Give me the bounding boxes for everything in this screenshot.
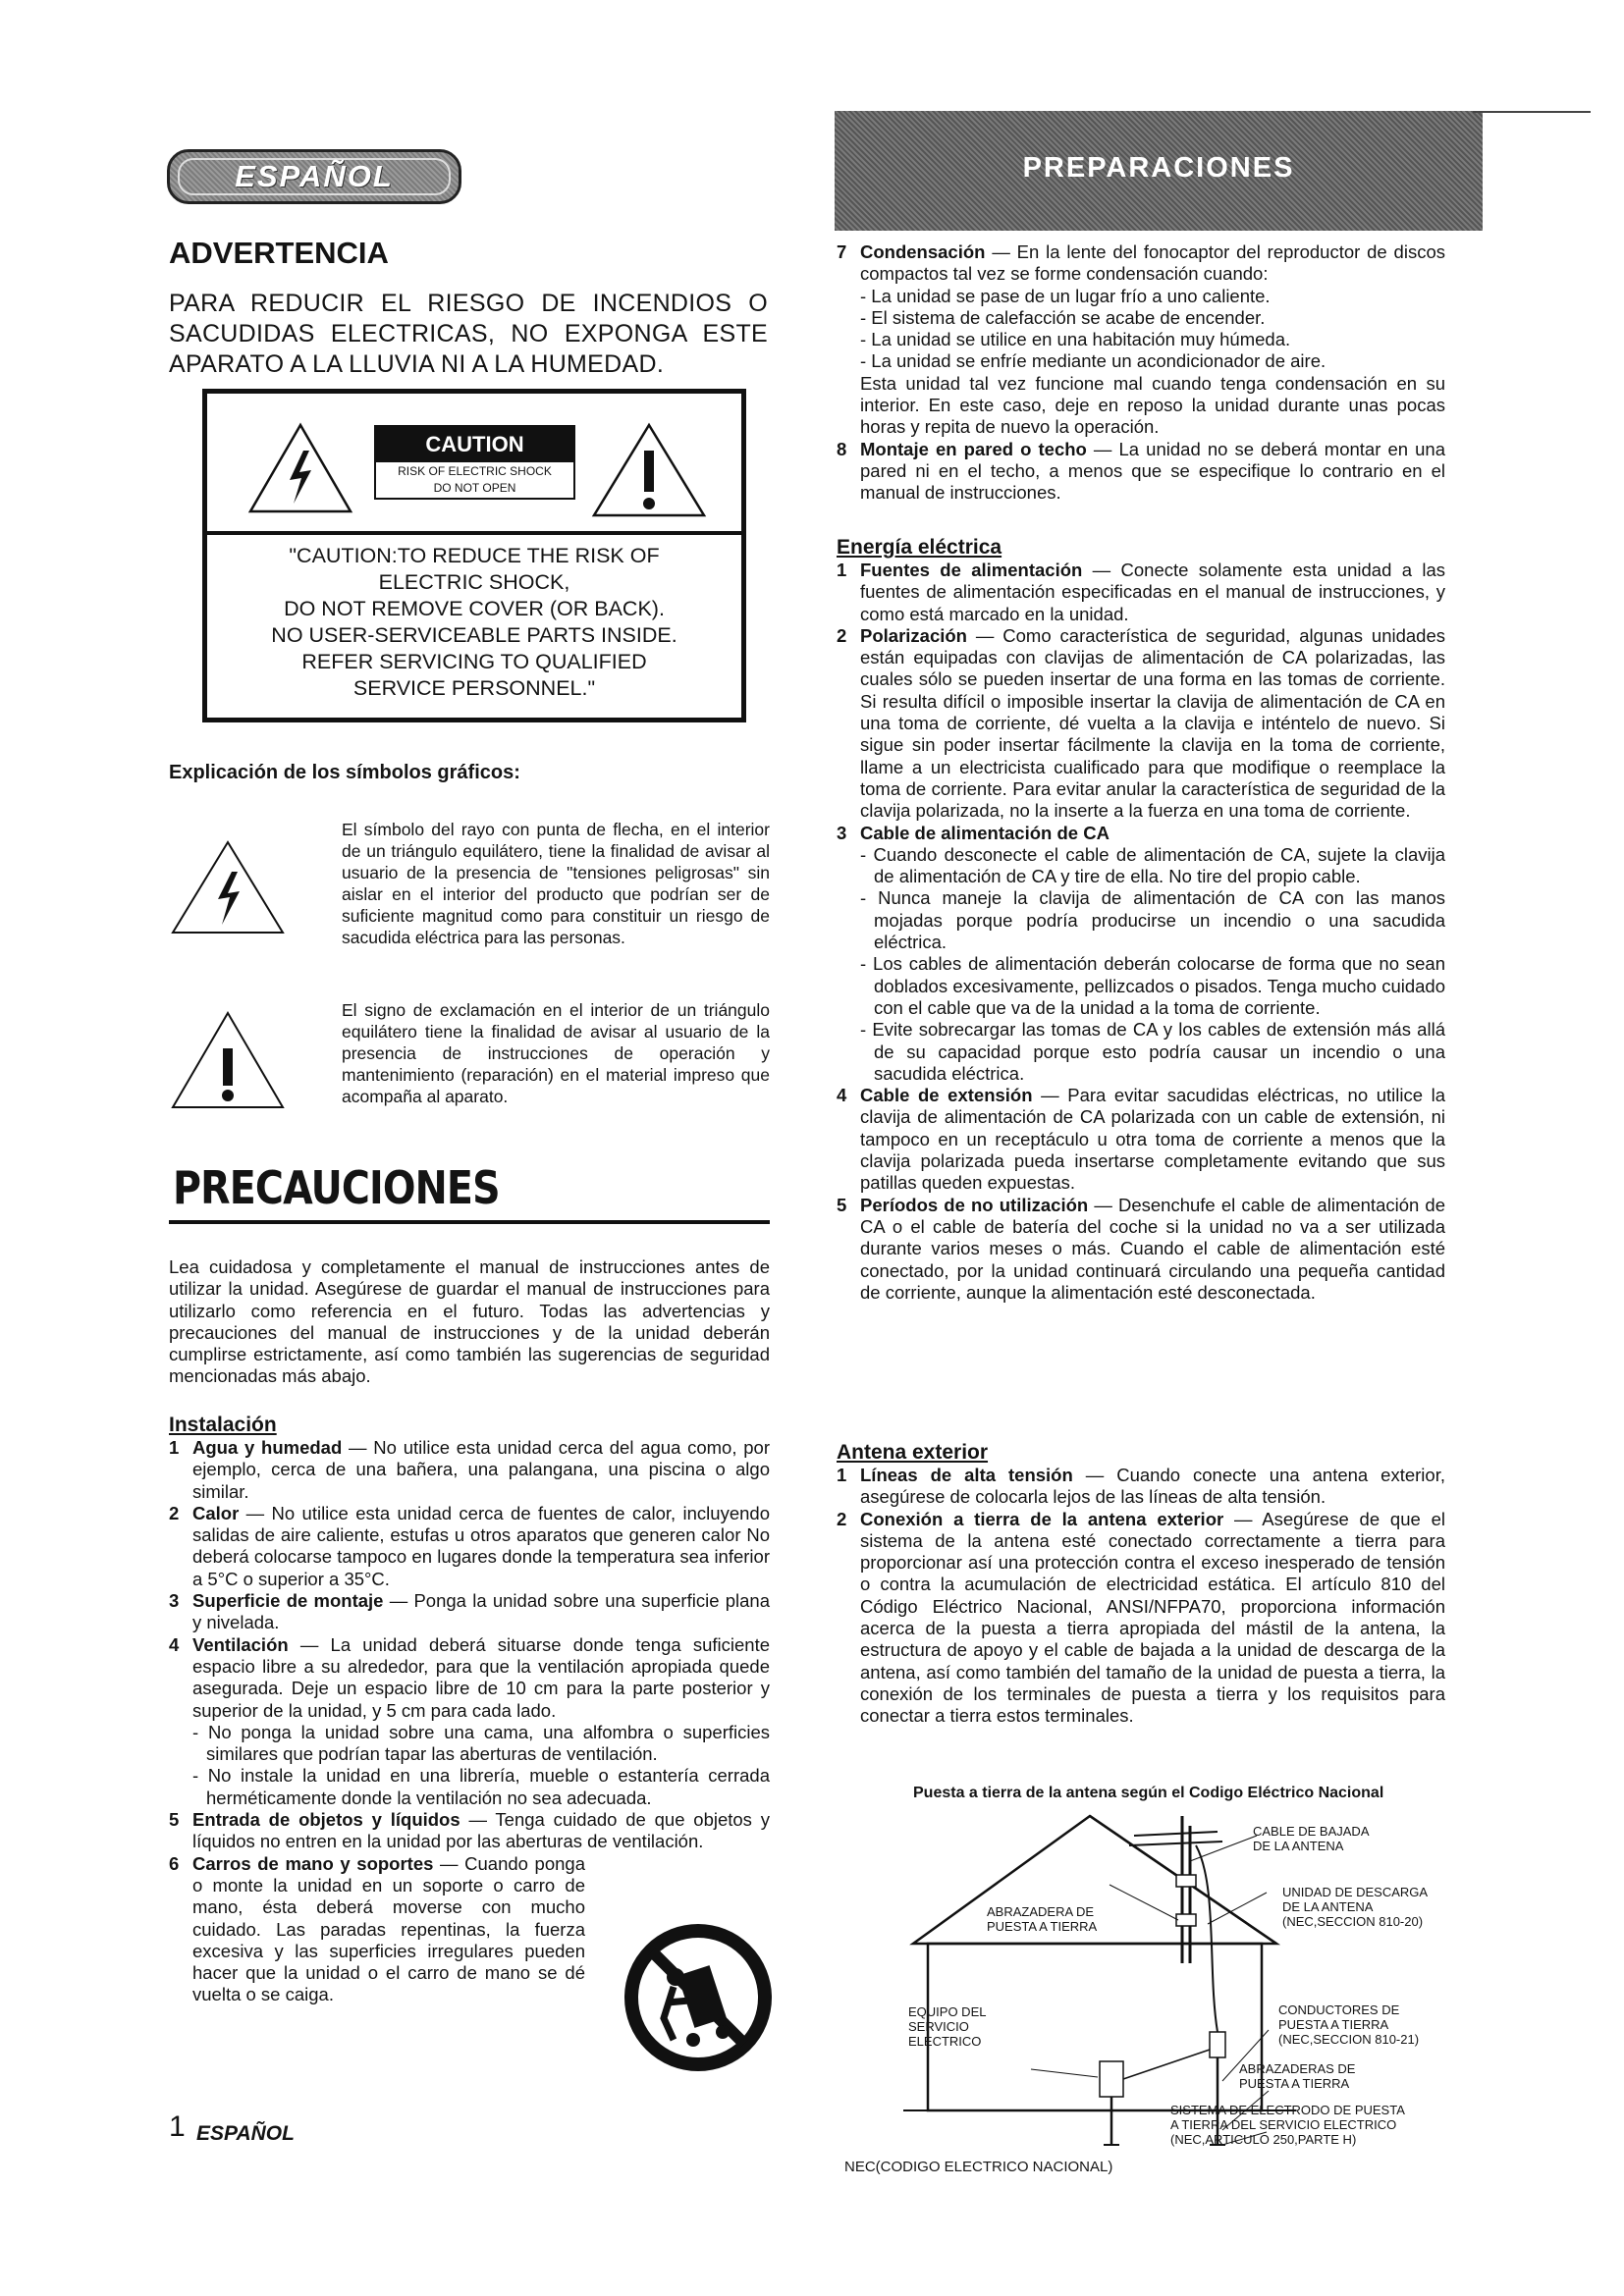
ventilation-sub: - No instale la unidad en una librería, mueble o estantería cerrada herméticamente donde la ventilación no sea adecuada. [192,1765,770,1808]
installation-section [169,1414,770,2006]
caution-box [202,389,746,722]
warning-text: PARA REDUCIR EL RIESGO DE INCENDIOS O SACUDIDAS ELECTRICAS, NO EXPONGA ESTE APARATO A LA LLUVIA NI A LA HUMEDAD. [169,290,768,378]
antenna-item: 1 Líneas de alta tensión — Cuando conecte una antena exterior, asegúrese de colocarla lejos de las líneas de alta tensión. [837,1465,1445,1508]
antenna-item: 2 Conexión a tierra de la antena exterior — Asegúrese de que el sistema de la antena esté conectado correctamente a tierra para proporcionar así una protección contra el exceso inesperado de tensión o contra la acumulación de electricidad estática. El artículo 810 del Código Eléctrico Nacional, ANSI/NFPA70, proporciona información acerca de la puesta a tierra apropiada del mástil de la antena, la estructura de apoyo y el cable de bajada a la unidad de descarga de la antena, así como también del tamaño de la unidad de puesta a tierra, la conexión de los terminales de puesta a tierra y los requisitos para conectar a tierra estos terminales. [837,1508,1445,1727]
condensation-item: 7 Condensación — En la lente del fonocaptor del reproductor de discos compactos tal vez se forme condensación cuando: - La unidad se pase de un lugar frío a uno caliente. - El sistema de calefacción se acabe de encender. - La unidad se utilice en una habitación muy húmeda. - La unidad se enfríe mediante un acondicionador de aire. Esta unidad tal vez funcione mal cuando tenga condensación en su interior. En este caso, deje en reposo la unidad durante unas pocas horas y repita de nuevo la operación. [837,241,1445,438]
lightning-symbol-icon [169,838,287,936]
caution-line: REFER SERVICING TO QUALIFIED [301,650,647,673]
language-banner-text: ESPAÑOL [235,159,394,193]
power-item: 2 Polarización — Como característica de seguridad, algunas unidades están equipadas con clavijas de alimentación de CA polarizadas, las cuales sólo se pueden insertar de una forma en las tomas de corriente. Si resulta difícil o imposible insertar la clavija de alimentación de CA en una toma de corriente, dé vuelta a la clavija e inténtelo de nuevo. Si sigue sin poder insertar fácilmente la clavija en la toma de corriente, llame a un electricista cualificado para que modifique o reemplace la toma de corriente. Para evitar anular la característica de seguridad de la clavija polarizada, no la inserte a la fuerza en una toma de corriente. [837,624,1445,822]
installation-item: 2 Calor — No utilice esta unidad cerca de fuentes de calor, incluyendo salidas de aire caliente, estufas u otros aparatos que generen calor No deberá colocarse tampoco en lugares donde la temperatura sea inferior a 5°C o superior a 35°C. [169,1502,770,1589]
page-number: 1 [169,2110,186,2143]
power-section [837,536,1445,1304]
caution-label-sub2: DO NOT OPEN [433,481,516,495]
lightning-triangle-icon [246,421,354,515]
caution-line: ELECTRIC SHOCK, [378,570,570,594]
header-rule [1473,111,1591,113]
cable-sub: - Evite sobrecargar las tomas de CA y los cables de extensión más allá de su capacidad porque esto podría causar un incendio o una sacudida eléctrica. [860,1019,1445,1084]
caution-line: DO NOT REMOVE COVER (OR BACK). [284,597,665,620]
diagram-label-nec: NEC(CODIGO ELECTRICO NACIONAL) [844,2159,1113,2175]
caution-label [374,425,575,500]
diagram-label-conductors: CONDUCTORES DE PUESTA A TIERRA (NEC,SECCION 810-21) [1278,2002,1420,2047]
precautions-title: PRECAUCIONES [173,1161,500,1214]
caution-line: NO USER-SERVICEABLE PARTS INSIDE. [271,623,677,647]
diagram-label-lead-in: CABLE DE BAJADA DE LA ANTENA [1253,1824,1370,1853]
power-item: 1 Fuentes de alimentación — Conecte solamente esta unidad a las fuentes de alimentación especificadas en el manual de instrucciones, y como está marcado en la unidad. [837,560,1445,624]
footer-label: ESPAÑOL [196,2122,295,2145]
diagram-label-electrode: SISTEMA DE ELECTRODO DE PUESTA A TIERRA DEL SERVICIO ELECTRICO (NEC,ARTICULO 250,PARTE H) [1170,2103,1405,2147]
precautions-intro: Lea cuidadosa y completamente el manual de instrucciones antes de utilizar la unidad. Asegúrese de guardar el manual de instrucciones para utilizarlo como referencia en el futuro. Todas las advertencias y precauciones del manual de instrucciones y de la unidad deberán cumplirse estrictamente, así como también las sugerencias de seguridad mencionadas más abajo. [169,1256,770,1387]
right-column-top [837,241,1445,505]
no-cart-tip-icon [624,1924,772,2071]
condensation-sub: - La unidad se pase de un lugar frío a uno caliente. [860,285,1271,306]
exclamation-symbol-text: El signo de exclamación en el interior de un triángulo equilátero tiene la finalidad de avisar al usuario de la presencia de instrucciones de operación y mantenimiento (reparación) en el material impreso que acompaña al aparato. [342,1000,770,1106]
installation-item: 1 Agua y humedad — No utilice esta unidad cerca del agua como, por ejemplo, cerca de una bañera, una palangana, una piscina o algo similar. [169,1437,770,1502]
symbols-title: Explicación de los símbolos gráficos: [169,762,520,783]
power-item: 3 Cable de alimentación de CA - Cuando desconecte el cable de alimentación de CA, sujete la clavija de alimentación de CA y tire de ella. No tire del propio cable. - Nunca maneje la clavija de alimentación de CA con las manos mojadas porque podría producirse un incendio o una sacudida eléctrica. - Los cables de alimentación deberán colocarse de forma que no sean doblados excesivamente, pellizcados o pisados. Tenga mucho cuidado con el cable que va de la unidad a la toma de corriente. - Evite sobrecargar las tomas de CA y los cables de extensión más allá de su capacidad porque esto podría causar un incendio o una sacudida eléctrica. [837,822,1445,1084]
lightning-symbol-text: El símbolo del rayo con punta de flecha, en el interior de un triángulo equilátero, tiene la finalidad de avisar al usuario de la presencia de "tensiones peligrosas" sin aislar en el interior del producto que podrían ser de suficiente magnitud como para constituir un riesgo de sacudida eléctrica para las personas. [342,820,770,947]
condensation-sub: - La unidad se utilice en una habitación muy húmeda. [860,329,1291,350]
installation-item: 3 Superficie de montaje — Ponga la unidad sobre una superficie plana y nivelada. [169,1590,770,1633]
caution-label-heading: CAUTION [376,427,573,462]
language-banner [167,149,461,204]
section-banner [835,111,1483,231]
caution-label-sub1: RISK OF ELECTRIC SHOCK [398,464,552,478]
installation-title: Instalación [169,1414,277,1436]
caution-line: SERVICE PERSONNEL." [352,676,596,700]
cable-sub: - Cuando desconecte el cable de alimentación de CA, sujete la clavija de alimentación de CA y tire de ella. No tire del propio cable. [860,843,1445,887]
diagram-label-discharge: UNIDAD DE DESCARGA DE LA ANTENA (NEC,SECCION 810-20) [1282,1885,1429,1929]
power-title: Energía eléctrica [837,536,1002,559]
section-banner-text: PREPARACIONES [1022,152,1295,184]
diagram-label-equipment: EQUIPO DEL SERVICIO ELECTRICO [908,2004,987,2049]
mounting-item: 8 Montaje en pared o techo — La unidad no se deberá montar en una pared ni en el techo, a menos que se especifique lo contrario en el manual de instrucciones. [837,438,1445,504]
cable-sub: - Nunca maneje la clavija de alimentación de CA con las manos mojadas porque podría producirse un incendio o una sacudida eléctrica. [860,887,1445,953]
power-item: 5 Períodos de no utilización — Desenchufe el cable de alimentación de CA o el cable de batería del coche si la unidad no va a ser utilizada durante varios meses o más. Cuando el cable de alimentación esté conectado, por la unidad continuará circulando una pequeña cantidad de corriente, aunque la alimentación esté desconectada. [837,1194,1446,1303]
condensation-sub: - La unidad se enfríe mediante un acondicionador de aire. [860,350,1326,372]
exclamation-symbol-icon [169,1009,287,1111]
precautions-rule [169,1220,770,1224]
condensation-sub: - El sistema de calefacción se acabe de encender. [860,306,1266,328]
diagram-label-clamps: ABRAZADERAS DE PUESTA A TIERRA [1239,2061,1356,2091]
installation-item: 4 Ventilación — La unidad deberá situarse donde tenga suficiente espacio libre a su alrededor, para que la ventilación apropiada quede asegurada. Deje un espacio libre de 10 cm para la parte posterior y superior de la unidad, y 5 cm para cada lado. - No ponga la unidad sobre una cama, una alfombra o superficies similares que podrían tapar las aberturas de ventilación. - No instale la unidad en una librería, mueble o estantería cerrada herméticamente donde la ventilación no sea adecuada. [169,1633,770,1808]
exclamation-triangle-icon [590,421,708,519]
installation-item: 6 Carros de mano y soportes — Cuando ponga o monte la unidad en un soporte o carro de mano, ésta deberá moverse con mucho cuidado. Las paradas repentinas, la fuerza excesiva y las superficies irregulares pueden hacer que la unidad o el carro de mano se dé vuelta o se caiga. [169,1852,585,2005]
diagram-label-clamp: ABRAZADERA DE PUESTA A TIERRA [987,1904,1098,1934]
caution-line: "CAUTION:TO REDUCE THE RISK OF [289,544,660,567]
ventilation-sub: - No ponga la unidad sobre una cama, una alfombra o superficies similares que podrían tapar las aberturas de ventilación. [192,1721,770,1765]
cable-sub: - Los cables de alimentación deberán colocarse de forma que no sean doblados excesivamente, pellizcados o pisados. Tenga mucho cuidado con el cable que va de la unidad a la toma de corriente. [860,953,1445,1018]
antenna-title: Antena exterior [837,1441,989,1464]
installation-item: 5 Entrada de objetos y líquidos — Tenga cuidado de que objetos y líquidos no entren en la unidad por las aberturas de ventilación. [169,1809,770,1852]
caution-text [207,543,741,702]
warning-title: ADVERTENCIA [169,236,389,270]
antenna-section [837,1441,1445,1728]
power-item: 4 Cable de extensión — Para evitar sacudidas eléctricas, no utilice la clavija de alimentación de CA polarizada con un cable de extensión, ni tampoco en un receptáculo u otra toma de corriente a menos que la clavija polarizada pueda insertarse completamente evitando que sus patillas queden expuestas. [837,1085,1445,1194]
diagram-title: Puesta a tierra de la antena según el Codigo Eléctrico Nacional [913,1785,1384,1801]
condensation-after: Esta unidad tal vez funcione mal cuando tenga condensación en su interior. En este caso, deje en reposo la unidad durante unas pocas horas y repita de nuevo la operación. [860,372,1445,438]
